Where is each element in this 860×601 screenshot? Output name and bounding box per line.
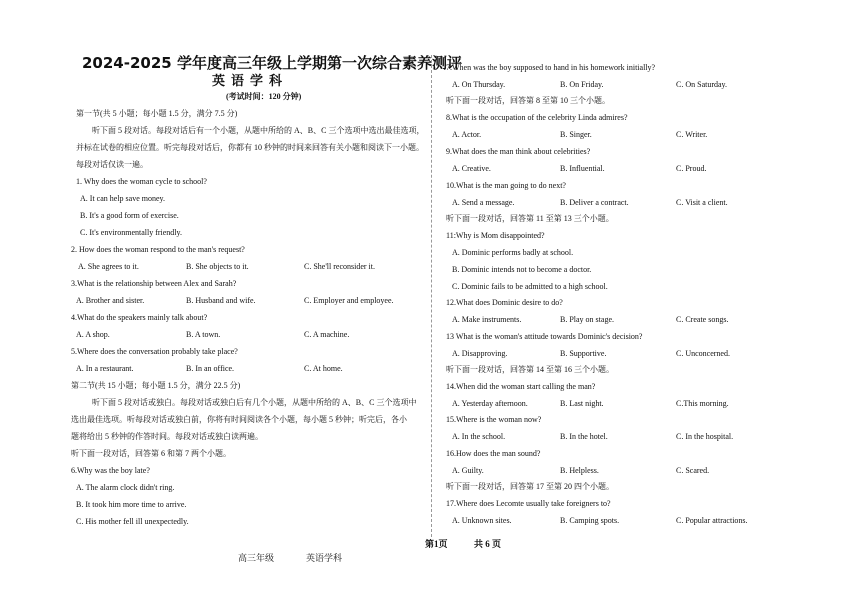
- right-text-line: 7.When was the boy supposed to hand in his homework initially?: [446, 63, 656, 72]
- footer-total-pages: 共 6 页: [474, 539, 502, 549]
- left-text-line: 第一节(共 5 小题；每小题 1.5 分，满分 7.5 分): [76, 109, 238, 118]
- right-text-line: 听下面一段对话，回答第 8 至第 10 三个小题。: [446, 96, 610, 105]
- right-text-line: B. Play on stage.: [560, 315, 614, 324]
- right-text-line: C. Scared.: [676, 466, 710, 475]
- left-text-line: C. She'll reconsider it.: [304, 262, 375, 271]
- left-text-line: C. At home.: [304, 364, 343, 373]
- left-text-line: 1. Why does the woman cycle to school?: [76, 177, 207, 186]
- right-text-line: C. On Saturday.: [676, 80, 728, 89]
- left-text-line: A. The alarm clock didn't ring.: [76, 483, 175, 492]
- right-text-line: C.This morning.: [676, 399, 729, 408]
- left-text-line: B. It took him more time to arrive.: [76, 500, 187, 509]
- right-text-line: A. Make instruments.: [452, 315, 522, 324]
- right-text-line: 12.What does Dominic desire to do?: [446, 298, 563, 307]
- right-text-line: A. In the school.: [452, 432, 506, 441]
- right-text-line: 17.Where does Lecomte usually take foreigners to?: [446, 499, 611, 508]
- left-text-line: 6.Why was the boy late?: [71, 466, 150, 475]
- right-text-line: B. Supportive.: [560, 349, 607, 358]
- left-text-line: B. A town.: [186, 330, 221, 339]
- right-text-line: C. Unconcerned.: [676, 349, 730, 358]
- right-text-line: C. Dominic fails to be admitted to a high school.: [452, 282, 608, 291]
- right-text-line: 听下面一段对话，回答第 11 至第 13 三个小题。: [446, 214, 614, 223]
- right-text-line: B. Last night.: [560, 399, 604, 408]
- right-text-line: A. Guilty.: [452, 466, 484, 475]
- right-text-line: A. Yesterday afternoon.: [452, 399, 528, 408]
- left-text-line: B. She objects to it.: [186, 262, 249, 271]
- right-text-line: 9.What does the man think about celebrities?: [446, 147, 591, 156]
- right-text-line: B. Deliver a contract.: [560, 198, 629, 207]
- right-text-line: A. Send a message.: [452, 198, 515, 207]
- left-text-line: 听下面 5 段对话。每段对话后有一个小题，从题中所给的 A、B、C 三个选项中选出最佳选项，: [92, 126, 425, 135]
- left-text-line: C. It's environmentally friendly.: [80, 228, 183, 237]
- right-text-line: A. Disapproving.: [452, 349, 508, 358]
- left-text-line: 2. How does the woman respond to the man's request?: [71, 245, 245, 254]
- right-text-line: 听下面一段对话，回答第 17 至第 20 四个小题。: [446, 482, 614, 491]
- left-text-line: A. Brother and sister.: [76, 296, 145, 305]
- footer-subject: 英语学科: [306, 553, 343, 563]
- right-text-line: 16.How does the man sound?: [446, 449, 541, 458]
- right-text-line: C. Writer.: [676, 130, 708, 139]
- left-text-line: A. In a restaurant.: [76, 364, 134, 373]
- footer-grade: 高三年级: [238, 553, 275, 563]
- footer-page-number: 第1页: [425, 539, 448, 549]
- right-text-line: B. On Friday.: [560, 80, 604, 89]
- right-text-line: 13 What is the woman's attitude towards Dominic's decision?: [446, 332, 643, 341]
- right-text-line: A. Creative.: [452, 164, 491, 173]
- right-text-line: B. Camping spots.: [560, 516, 620, 525]
- right-text-line: 8.What is the occupation of the celebrity Linda admires?: [446, 113, 628, 122]
- header-title: 2024-2025 学年度高三年级上学期第一次综合素养测评: [82, 54, 462, 72]
- left-text-line: 听下面 5 段对话或独白。每段对话或独白后有几个小题，从题中所给的 A、B、C 三个选项中: [92, 398, 417, 407]
- right-text-line: B. In the hotel.: [560, 432, 608, 441]
- right-text-line: A. Unknown sites.: [452, 516, 512, 525]
- left-text-line: 5.Where does the conversation probably take place?: [71, 347, 238, 356]
- left-text-line: 每段对话仅读一遍。: [76, 160, 148, 169]
- left-text-line: B. In an office.: [186, 364, 235, 373]
- left-text-line: 并标在试卷的相应位置。听完每段对话后，你都有 10 秒钟的时间来回答有关小题和阅读下一小题。: [76, 143, 424, 152]
- left-text-line: B. Husband and wife.: [186, 296, 256, 305]
- left-text-line: 3.What is the relationship between Alex and Sarah?: [71, 279, 237, 288]
- right-text-line: 10.What is the man going to do next?: [446, 181, 566, 190]
- left-text-line: B. It's a good form of exercise.: [80, 211, 179, 220]
- right-text-line: C. Proud.: [676, 164, 707, 173]
- right-text-line: C. Popular attractions.: [676, 516, 748, 525]
- left-text-line: C. Employer and employee.: [304, 296, 394, 305]
- exam-time: (考试时间：120 分钟): [226, 92, 302, 101]
- right-text-line: C. In the hospital.: [676, 432, 734, 441]
- left-text-line: 题将给出 5 秒钟的作答时间。每段对话或独白读两遍。: [71, 432, 263, 441]
- right-text-line: A. Actor.: [452, 130, 482, 139]
- right-text-line: 听下面一段对话，回答第 14 至第 16 三个小题。: [446, 365, 614, 374]
- left-text-line: C. His mother fell ill unexpectedly.: [76, 517, 189, 526]
- right-text-line: 15.Where is the woman now?: [446, 415, 542, 424]
- right-text-line: A. Dominic performs badly at school.: [452, 248, 574, 257]
- left-text-line: 第二节(共 15 小题；每小题 1.5 分，满分 22.5 分): [71, 381, 241, 390]
- left-text-line: 4.What do the speakers mainly talk about?: [71, 313, 208, 322]
- left-text-line: 听下面一段对话，回答第 6 和第 7 两个小题。: [71, 449, 231, 458]
- right-text-line: C. Visit a client.: [676, 198, 728, 207]
- column-divider: [431, 55, 433, 537]
- right-text-line: B. Helpless.: [560, 466, 599, 475]
- left-text-line: A. She agrees to it.: [78, 262, 139, 271]
- right-text-line: 11:Why is Mom disappointed?: [446, 231, 545, 240]
- right-text-line: B. Dominic intends not to become a doctor.: [452, 265, 592, 274]
- subject-heading: 英语学科: [212, 74, 289, 89]
- right-text-line: A. On Thursday.: [452, 80, 506, 89]
- left-text-line: A. A shop.: [76, 330, 110, 339]
- left-text-line: 选出最佳选项。听每段对话或独白前，你将有时间阅读各个小题，每小题 5 秒钟；听完后，各小: [71, 415, 407, 424]
- right-text-line: C. Create songs.: [676, 315, 729, 324]
- right-text-line: 14.When did the woman start calling the man?: [446, 382, 596, 391]
- right-text-line: B. Singer.: [560, 130, 592, 139]
- left-text-line: C. A machine.: [304, 330, 350, 339]
- left-text-line: A. It can help save money.: [80, 194, 166, 203]
- right-text-line: B. Influential.: [560, 164, 605, 173]
